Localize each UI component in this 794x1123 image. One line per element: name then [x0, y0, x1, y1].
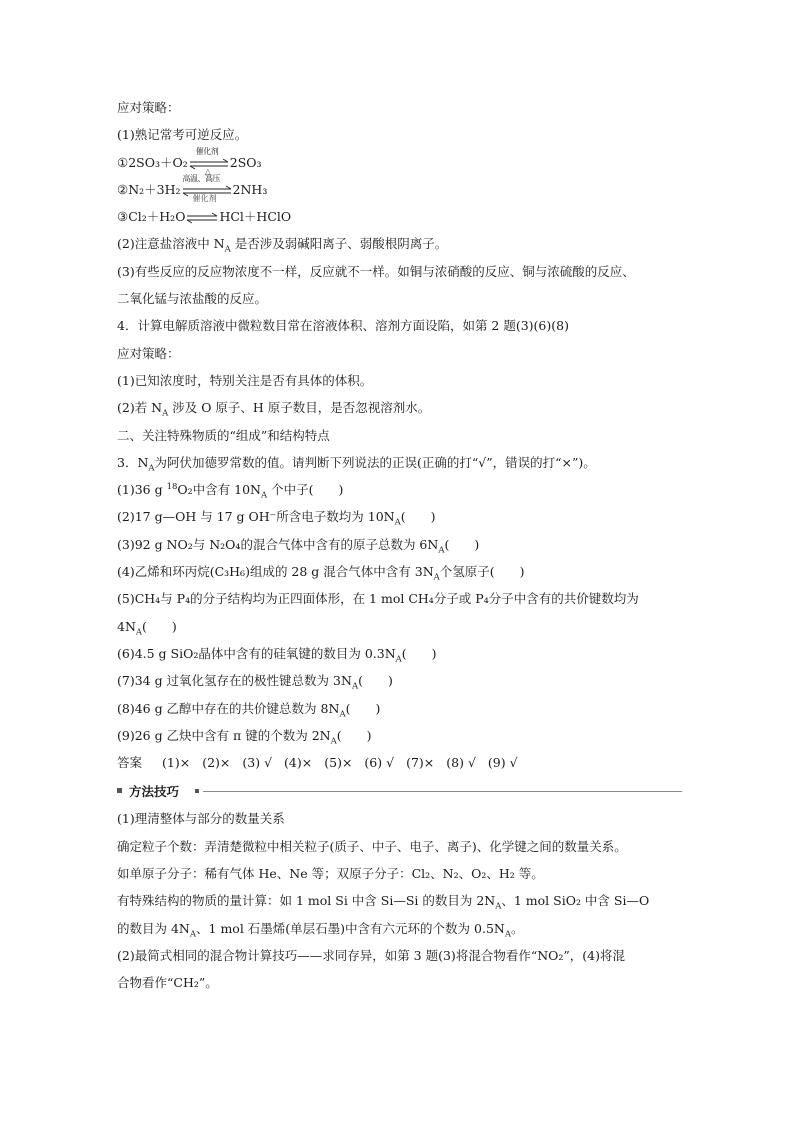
- reversible-arrow-icon: [185, 212, 219, 224]
- tip-heading: (1)理清整体与部分的数量关系: [117, 811, 285, 827]
- tip-heading: (2)最简式相同的混合物计算技巧——求同存异，如第 3 题(3)将混合物看作“NO₂”，(4)将混: [117, 947, 625, 963]
- section-heading: 二、关注特殊物质的“组成”和结构特点: [117, 427, 330, 443]
- tip-text: 的数目为 $4N_A$、1 mol 石墨烯(单层石墨)中含有六元环的个数为 $0.5N_A$。: [117, 920, 524, 940]
- answer-item: (8) √: [446, 755, 476, 771]
- strategy-heading: 应对策略：: [117, 345, 180, 361]
- text-line: (2)注意盐溶液中 $N_A$ 是否涉及弱碱阳离子、弱酸根阴离子。: [117, 236, 448, 255]
- question-item: (9)26 g 乙炔中含有 π 键的个数为 $2N_A$( ): [117, 727, 372, 747]
- question-item: (7)34 g 过氧化氢存在的极性键总数为 $3N_A$( ): [117, 673, 393, 692]
- condition-below: △: [204, 167, 211, 177]
- answer-item: (4)×: [284, 755, 313, 771]
- text-line: (3)有些反应的反应物浓度不一样，反应就不一样。如铜与浓硝酸的反应、铜与浓硫酸的反应、: [117, 263, 635, 279]
- answer-item: (3) √: [242, 755, 273, 771]
- tip-text: 有特殊结构的物质的量计算：如 1 mol Si 中含 Si—Si 的数目为 $2N_A$、1 mol SiO₂ 中含 Si—O: [117, 893, 650, 912]
- condition-above: 催化剂: [195, 147, 219, 157]
- divider: [203, 791, 682, 792]
- section-title: 方法技巧: [129, 784, 180, 800]
- question-item: (6)4.5 g SiO₂晶体中含有的硅氧键的数目为 $0.3N_A$( ): [117, 645, 437, 665]
- answer-item: (1)×: [162, 755, 191, 771]
- text-line: (2)若 $N_A$ 涉及 O 原子、H 原子数目，是否忽视溶剂水。: [117, 400, 431, 419]
- text-line: (1)熟记常考可逆反应。: [117, 127, 248, 143]
- answer-item: (6) √: [364, 755, 395, 771]
- answer-item: (7)×: [406, 755, 435, 771]
- answer-label: 答案: [117, 755, 143, 771]
- text-line: (1)已知浓度时，特别关注是否有具体的体积。: [117, 372, 373, 388]
- question-item: (8)46 g 乙醇中存在的共价键总数为 $8N_A$( ): [117, 700, 381, 720]
- strategy-heading: 应对策略：: [117, 100, 180, 115]
- question-stem: 3．$N_A$为阿伏加德罗常数的值。请判断下列说法的正误(正确的打“√”，错误的打“×”)。: [117, 454, 596, 474]
- question-item: (2)17 g—OH 与 17 g OH⁻所含电子数均为 $10N_A$( ): [117, 509, 436, 528]
- tip-text: 合物看作“CH₂”。: [117, 975, 218, 991]
- square-bullet-icon: [117, 788, 122, 793]
- method-tips-banner: [117, 778, 682, 805]
- equation-3: ③Cl₂＋H₂O HCl＋HClO: [117, 209, 292, 225]
- answer-item: (2)×: [202, 755, 231, 771]
- document-page: [117, 94, 682, 997]
- point-heading: 4．计算电解质溶液中微粒数目常在溶液体积、溶剂方面设陷，如第 2 题(3)(6)(8): [117, 318, 569, 334]
- text-line: 二氧化锰与浓盐酸的反应。: [117, 291, 268, 307]
- question-item: (3)92 g NO₂与 N₂O₄的混合气体中含有的原子总数为 $6N_A$( ): [117, 536, 480, 556]
- answer-row: [117, 749, 682, 776]
- square-bullet-icon: [195, 789, 199, 793]
- equation-1: ①2SO₃＋O₂ 催化剂 △ 2SO₃: [117, 147, 262, 177]
- question-item: (1)36 g $^{18}$O₂中含有 $10N_A$ 个中子( ): [117, 482, 344, 501]
- condition-below: 催化剂: [192, 194, 217, 204]
- tip-text: 如单原子分子：稀有气体 He、Ne 等；双原子分子：Cl₂、N₂、O₂、H₂ 等。: [117, 866, 544, 882]
- condition-above: 高温、高压: [182, 174, 221, 184]
- answer-item: (9) √: [487, 755, 518, 771]
- question-item: (5)CH₄与 P₄的分子结构均为正四面体形，在 1 mol CH₄分子或 P₄分子中含有的共价键数均为: [117, 591, 639, 607]
- tip-text: 确定粒子个数：弄清楚微粒中相关粒子(质子、中子、电子、离子)、化学键之间的数量关系。: [117, 838, 627, 854]
- question-item: $4N_A$( ): [117, 618, 177, 638]
- answer-item: (5)×: [324, 755, 353, 771]
- question-item: (4)乙烯和环丙烷(C₃H₆)组成的 28 g 混合气体中含有 $3N_A$个氢原子( ): [117, 564, 525, 583]
- equation-2: ②N₂＋3H₂ 高温、高压 催化剂 2NH₃: [117, 174, 268, 204]
